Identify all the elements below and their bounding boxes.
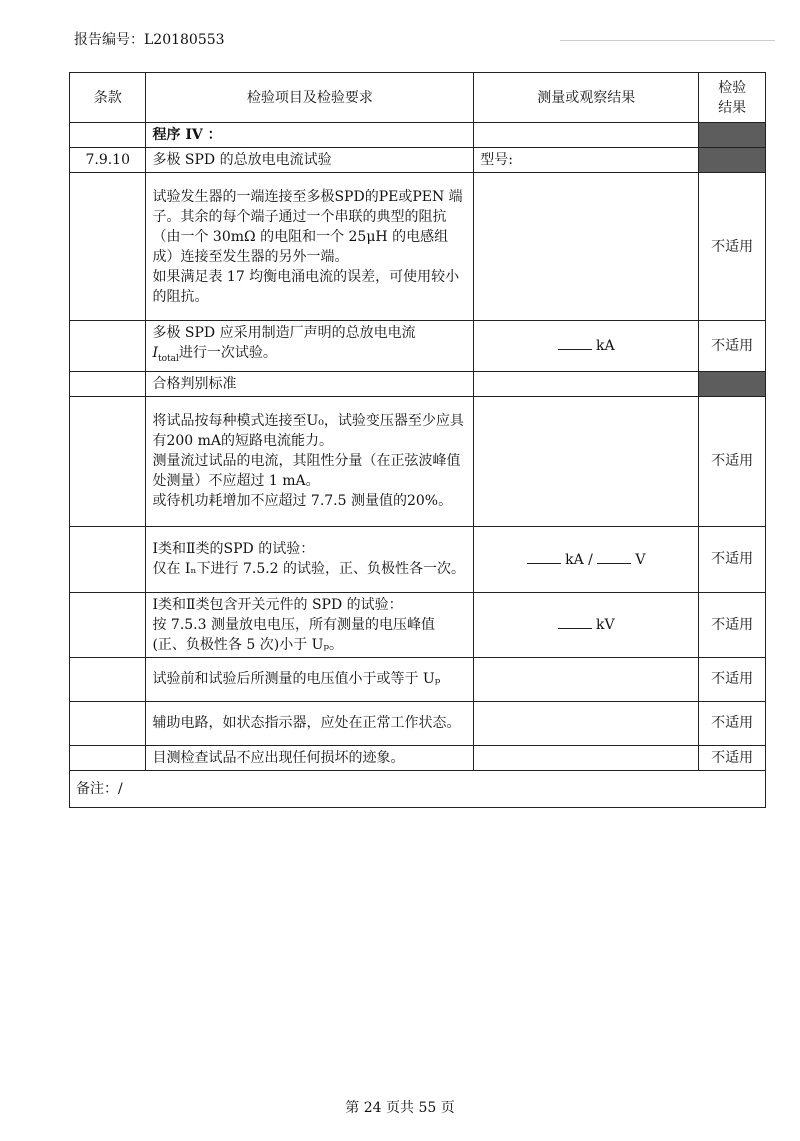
- table-row: [70, 321, 766, 372]
- result-field: kA / V: [474, 526, 699, 592]
- criteria-heading: 合格判别标准: [146, 371, 474, 396]
- verdict: 不适用: [699, 396, 766, 526]
- shaded-cell: [699, 371, 766, 396]
- verdict: 不适用: [699, 657, 766, 701]
- clause-title: 多极 SPD 的总放电电流试验: [146, 148, 474, 173]
- model-label: 型号:: [474, 148, 699, 173]
- shaded-cell: [699, 123, 766, 148]
- report-number: 报告编号：L20180553: [74, 32, 225, 48]
- criteria-row: [70, 371, 766, 396]
- page-number: 第 24 页共 55 页: [345, 1100, 455, 1116]
- requirement-text: 目测检查试品不应出现任何损坏的迹象。: [146, 745, 474, 770]
- result-field: kA: [474, 321, 699, 372]
- table-header-row: [70, 73, 766, 123]
- col-header-verdict: 检验 结果: [699, 73, 766, 123]
- clause-number: 7.9.10: [70, 148, 146, 173]
- result-field: kV: [474, 592, 699, 657]
- verdict: 不适用: [699, 321, 766, 372]
- col-header-result: 测量或观察结果: [474, 73, 699, 123]
- requirement-text: Ⅰ类和Ⅱ类的SPD 的试验： 仅在 Iₙ下进行 7.5.2 的试验，正、负极性各一次。: [146, 526, 474, 592]
- blank-line: [558, 614, 592, 629]
- clause-title-row: [70, 148, 766, 173]
- verdict: 不适用: [699, 173, 766, 321]
- requirement-text: 多极 SPD 应采用制造厂声明的总放电电流 $I_{total}$进行一次试验。: [146, 321, 474, 372]
- table-row: [70, 526, 766, 592]
- procedure-label: 程序 IV ：: [146, 123, 474, 148]
- col-header-clause: 条款: [70, 73, 146, 123]
- procedure-row: [70, 123, 766, 148]
- verdict: 不适用: [699, 592, 766, 657]
- inspection-table: [69, 72, 766, 808]
- requirement-text: 试验发生器的一端连接至多极SPD的PE或PEN 端子。其余的每个端子通过一个串联的典型的阻抗（由一个 30mΩ 的电阻和一个 25μH 的电感组成）连接至发生器的另外一端。 如果满足表 17 均衡电涌电流的误差，可使用较小的阻抗。: [146, 173, 474, 321]
- table-row: [70, 745, 766, 770]
- requirement-text: 将试品按每种模式连接至U₀，试验变压器至少应具有200 mA的短路电流能力。 测量流过试品的电流，其阻性分量（在正弦波峰值处测量）不应超过 1 mA。 或待机功耗增加不应超过 7.7.5 测量值的20%。: [146, 396, 474, 526]
- blank-line: [558, 335, 592, 350]
- requirement-text: Ⅰ类和Ⅱ类包含开关元件的 SPD 的试验： 按 7.5.3 测量放电电压，所有测量的电压峰值(正、负极性各 5 次)小于 Uₚ。: [146, 592, 474, 657]
- blank-line: [597, 549, 631, 564]
- remark-row: [70, 770, 766, 807]
- table-row: [70, 396, 766, 526]
- table-row: [70, 701, 766, 745]
- table-row: [70, 657, 766, 701]
- blank-line: [527, 549, 561, 564]
- requirement-text: 辅助电路，如状态指示器，应处在正常工作状态。: [146, 701, 474, 745]
- verdict: 不适用: [699, 745, 766, 770]
- remark: 备注：/: [70, 770, 766, 807]
- col-header-requirement: 检验项目及检验要求: [146, 73, 474, 123]
- verdict: 不适用: [699, 701, 766, 745]
- table-row: [70, 173, 766, 321]
- verdict: 不适用: [699, 526, 766, 592]
- table-row: [70, 592, 766, 657]
- requirement-text: 试验前和试验后所测量的电压值小于或等于 Uₚ: [146, 657, 474, 701]
- bleed-through-header: [560, 26, 775, 41]
- shaded-cell: [699, 148, 766, 173]
